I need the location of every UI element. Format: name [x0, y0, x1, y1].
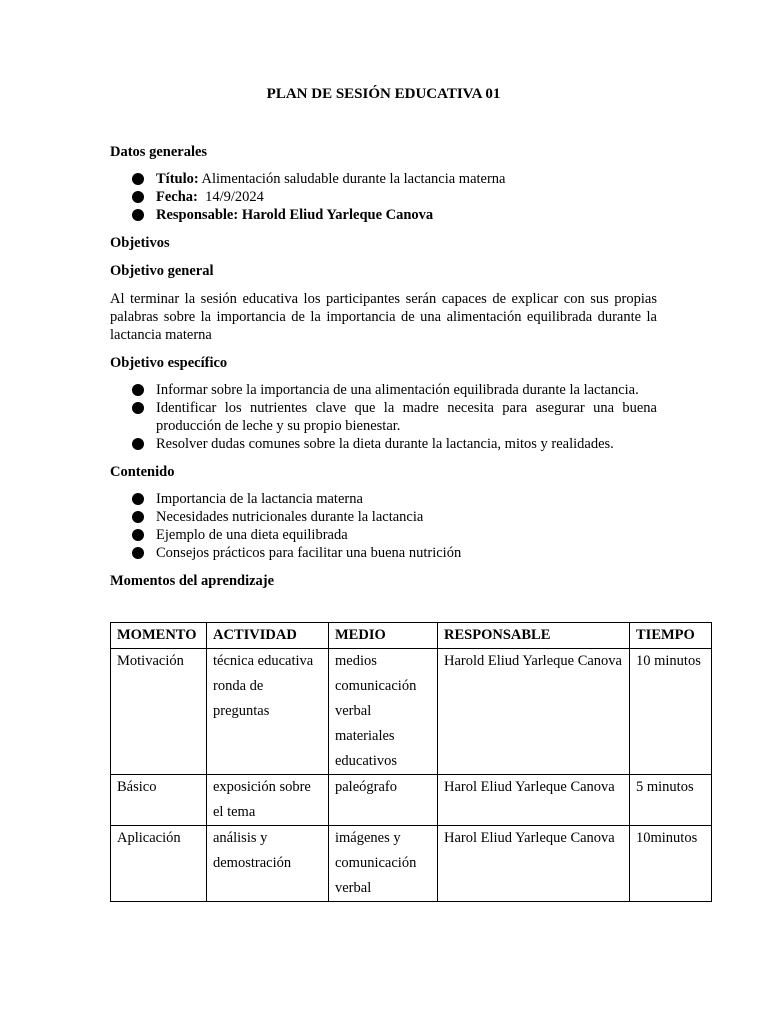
objetivo-especifico-heading: Objetivo específico — [110, 355, 228, 371]
table-cell: 10minutos — [630, 826, 712, 902]
objetivo-especifico-list — [110, 381, 657, 453]
bullet-icon — [132, 173, 144, 185]
table-cell: Harol Eliud Yarleque Canova — [438, 775, 630, 826]
table-cell: 10 minutos — [630, 649, 712, 775]
list-item: Consejos prácticos para facilitar una buena nutrición — [132, 544, 657, 562]
objetivo-general-heading: Objetivo general — [110, 263, 214, 279]
table-cell: Harol Eliud Yarleque Canova — [438, 826, 630, 902]
table-cell: Motivación — [111, 649, 207, 775]
objetivo-general-text: Al terminar la sesión educativa los participantes serán capaces de explicar con sus propias palabras sobre la importancia de la importancia de una alimentación equilibrada durante la lactancia materna — [110, 291, 657, 343]
momentos-table — [110, 622, 712, 902]
document-title: PLAN DE SESIÓN EDUCATIVA 01 — [266, 86, 501, 102]
table-row — [111, 826, 712, 902]
list-item: Informar sobre la importancia de una alimentación equilibrada durante la lactancia. — [132, 381, 657, 399]
list-item: Identificar los nutrientes clave que la madre necesita para asegurar una buena producción de leche y su propio bienestar. — [132, 399, 657, 435]
table-cell: análisis y demostración — [207, 826, 329, 902]
bullet-icon — [132, 438, 144, 450]
list-item: Título: Alimentación saludable durante la lactancia materna — [132, 170, 657, 188]
table-cell: paleógrafo — [329, 775, 438, 826]
list-item: Responsable: Harold Eliud Yarleque Canova — [132, 206, 657, 224]
bullet-icon — [132, 402, 144, 414]
column-header-momento: MOMENTO — [111, 623, 207, 649]
objetivos-heading: Objetivos — [110, 235, 170, 251]
bullet-icon — [132, 511, 144, 523]
datos-generales-heading: Datos generales — [110, 144, 208, 160]
table-header-row — [111, 623, 712, 649]
bullet-icon — [132, 384, 144, 396]
column-header-medio: MEDIO — [329, 623, 438, 649]
table-row — [111, 649, 712, 775]
table-cell: medios comunicación verbal materiales educativos — [329, 649, 438, 775]
momentos-heading: Momentos del aprendizaje — [110, 573, 275, 589]
table-cell: exposición sobre el tema — [207, 775, 329, 826]
table-cell: imágenes y comunicación verbal — [329, 826, 438, 902]
bullet-icon — [132, 209, 144, 221]
table-cell: Aplicación — [111, 826, 207, 902]
contenido-heading: Contenido — [110, 464, 175, 480]
bullet-icon — [132, 191, 144, 203]
table-cell: técnica educativa ronda de preguntas — [207, 649, 329, 775]
document-page — [110, 86, 657, 590]
list-item: Fecha: 14/9/2024 — [132, 188, 657, 206]
list-item: Resolver dudas comunes sobre la dieta durante la lactancia, mitos y realidades. — [132, 435, 657, 453]
list-item: Necesidades nutricionales durante la lactancia — [132, 508, 657, 526]
table-cell: Básico — [111, 775, 207, 826]
column-header-tiempo: TIEMPO — [630, 623, 712, 649]
table-cell: 5 minutos — [630, 775, 712, 826]
table-cell: Harold Eliud Yarleque Canova — [438, 649, 630, 775]
contenido-list — [110, 490, 657, 562]
table-row — [111, 775, 712, 826]
list-item: Ejemplo de una dieta equilibrada — [132, 526, 657, 544]
column-header-responsable: RESPONSABLE — [438, 623, 630, 649]
bullet-icon — [132, 493, 144, 505]
bullet-icon — [132, 529, 144, 541]
datos-generales-list — [110, 170, 657, 224]
list-item: Importancia de la lactancia materna — [132, 490, 657, 508]
bullet-icon — [132, 547, 144, 559]
column-header-actividad: ACTIVIDAD — [207, 623, 329, 649]
